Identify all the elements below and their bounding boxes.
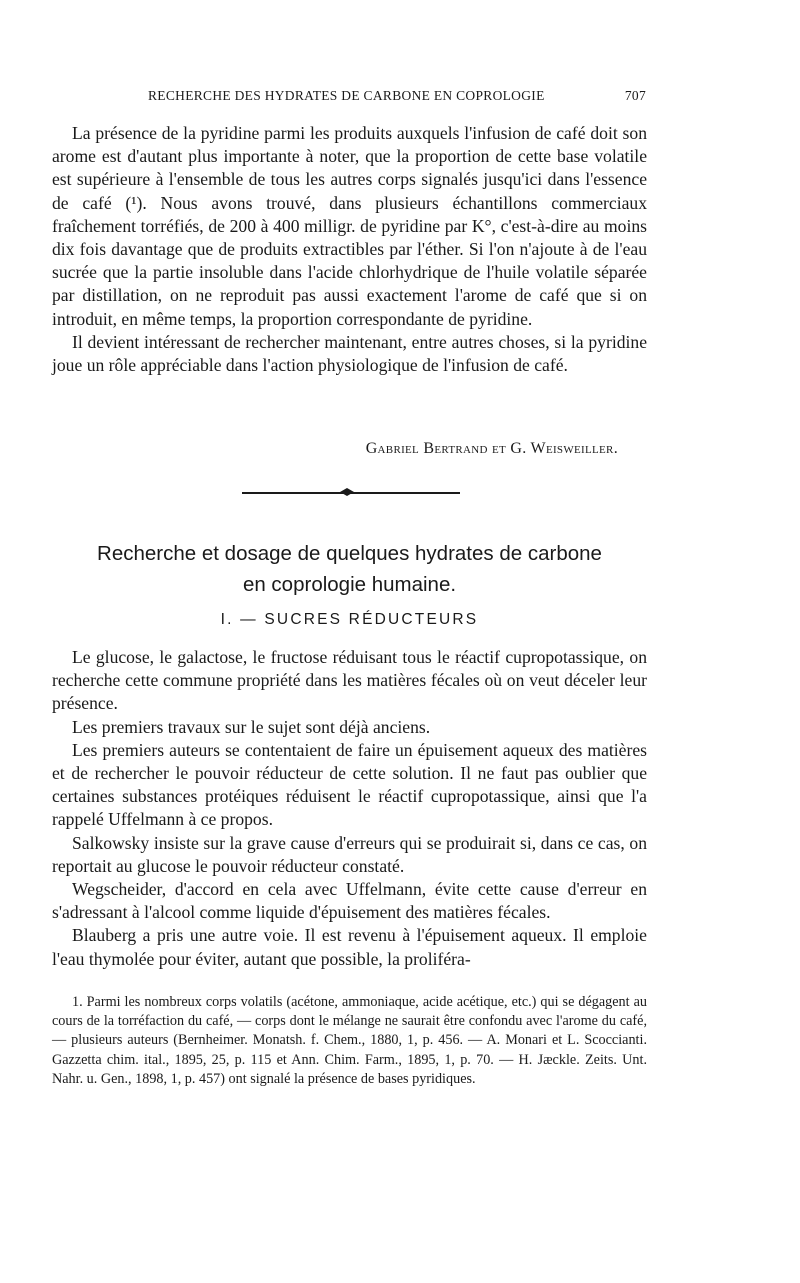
running-header-title: RECHERCHE DES HYDRATES DE CARBONE EN COPROLOGIE xyxy=(148,88,545,103)
separator-ornament xyxy=(340,488,354,496)
footnote: 1. Parmi les nombreux corps volatils (acétone, ammoniaque, acide acétique, etc.) qui se dégagent au cours de la torréfaction du café, — corps dont le mélange ne saurait être confondu avec l'arome du café, — plusieurs auteurs (Bernheimer. Monatsh. f. Chem., 1880, 1, p. 456. — A. Monari et L. Scoccianti. Gazzetta chim. ital., 1895, 25, p. 115 et Ann. Chim. Farm., 1895, 1, p. 70. — H. Jæckle. Zeits. Unt. Nahr. u. Gen., 1898, 1, p. 457) ont signalé la présence de bases pyridiques. xyxy=(52,994,647,1087)
page-number: 707 xyxy=(624,88,646,103)
paragraph: Les premiers auteurs se contentaient de faire un épuisement aqueux des matières et de rechercher le pouvoir réducteur de cette solution. Il ne faut pas oublier que certaines substances protéiques réduisent le réactif cupropotassique, ainsi que l'a rappelé Uffelmann à ce propos. xyxy=(52,739,647,830)
article-body xyxy=(52,646,647,971)
paragraph: Wegscheider, d'accord en cela avec Uffelmann, évite cette cause d'erreur en s'adressant à l'alcool comme liquide d'épuisement des matières fécales. xyxy=(52,879,647,923)
paragraph: Blauberg a pris une autre voie. Il est revenu à l'épuisement aqueux. Il emploie l'eau thymolée pour éviter, autant que possible, la proliféra- xyxy=(52,925,647,969)
article-title-line: en coprologie humaine. xyxy=(242,573,457,596)
author-signature: Gabriel Bertrand et G. Weisweiller. xyxy=(365,440,618,457)
article-title xyxy=(52,538,647,600)
paragraph: La présence de la pyridine parmi les produits auxquels l'infusion de café doit son arome est d'autant plus importante à noter, que la proportion de cette base volatile est supérieure à l'ensemble de tous les autres corps signalés jusqu'ici dans l'essence de café (¹). Nous avons trouvé, dans plusieurs échantillons commerciaux fraîchement torréfiés, de 200 à 400 milligr. de pyridine par K°, c'est-à-dire au moins dix fois davantage que de produits extractibles par l'éther. Si l'on n'ajoute à de l'eau sucrée que la partie insoluble dans l'acide chlorhydrique de l'huile volatile séparée par distillation, on ne reproduit pas aussi exactement l'arome de café que si on introduit, en même temps, la proportion correspondante de pyridine. xyxy=(52,123,647,329)
paragraph: Salkowsky insiste sur la grave cause d'erreurs qui se produirait si, dans ce cas, on reportait au glucose le pouvoir réducteur constaté. xyxy=(52,832,647,876)
paragraph: Il devient intéressant de rechercher maintenant, entre autres choses, si la pyridine joue un rôle appréciable dans l'action physiologique de l'infusion de café. xyxy=(52,331,647,376)
article-title-line: Recherche et dosage de quelques hydrates de carbone xyxy=(97,542,602,565)
section-separator-rule xyxy=(242,492,460,494)
section-heading: I. — SUCRES RÉDUCTEURS xyxy=(220,611,479,628)
paragraph: Les premiers travaux sur le sujet sont déjà anciens. xyxy=(72,716,431,737)
previous-article-conclusion xyxy=(52,122,647,377)
paragraph: Le glucose, le galactose, le fructose réduisant tous le réactif cupropotassique, on recherche cette commune propriété dans les matières fécales où on veut déceler leur présence. xyxy=(52,647,647,714)
footnotes xyxy=(52,993,647,1089)
